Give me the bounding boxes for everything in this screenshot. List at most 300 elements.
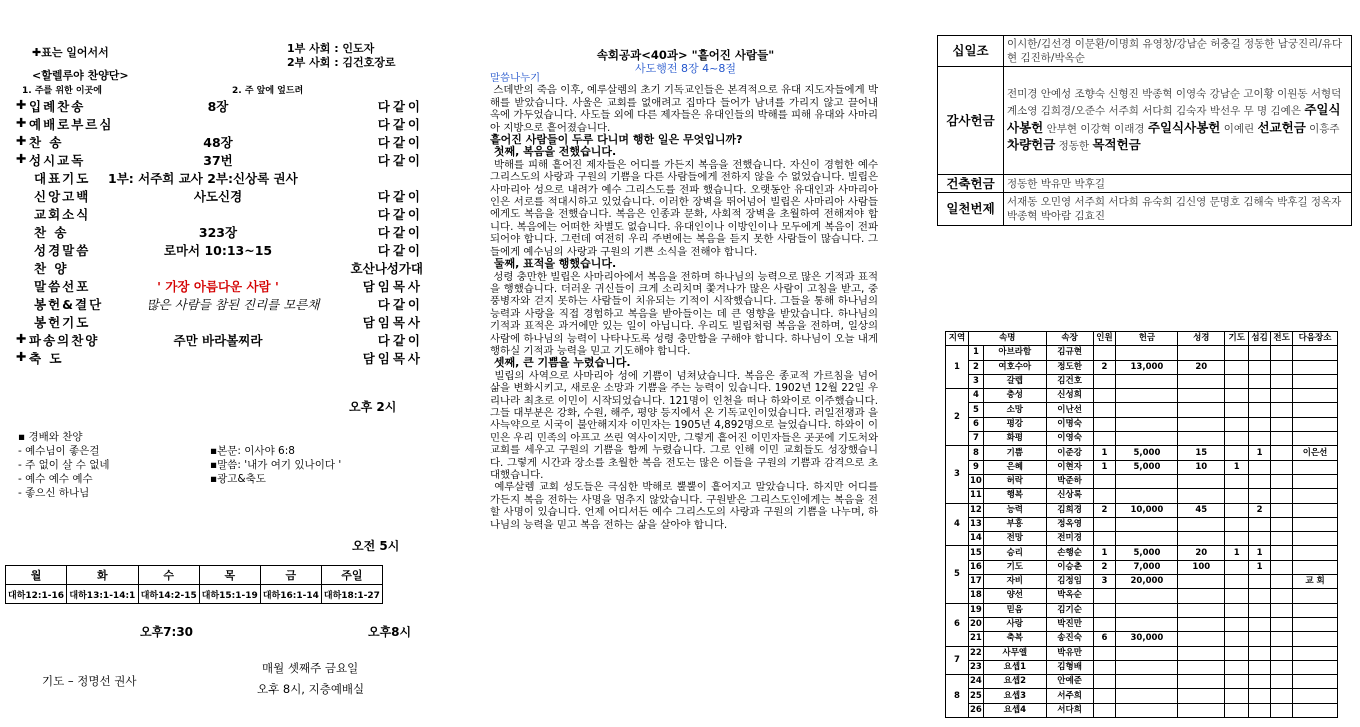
worship-item-content: 323장 — [198, 225, 238, 240]
cell-prayer — [1225, 632, 1249, 646]
cell-next: 교 회 — [1293, 575, 1338, 589]
worship-item-name: 찬 송 — [29, 135, 64, 150]
cell-money — [1116, 517, 1178, 531]
cell-next — [1293, 374, 1338, 388]
cell-next — [1293, 360, 1338, 374]
week-day-header: 화 — [67, 566, 139, 585]
list-item: - 예수님이 좋은걸 — [18, 445, 100, 457]
cell-count — [1093, 417, 1116, 431]
worship-item-name: 교회소식 — [34, 207, 91, 222]
column-header: 전도 — [1271, 332, 1293, 346]
offering-category: 건축헌금 — [938, 175, 1004, 193]
table-row — [946, 489, 1338, 503]
table-row — [946, 446, 1338, 460]
cell-leader: 이영숙 — [1046, 432, 1093, 446]
cell-bible: 20 — [1178, 546, 1225, 560]
worship-item-content: 로마서 10:13~15 — [163, 243, 273, 258]
cell-prayer — [1225, 703, 1249, 717]
cell-num: 17 — [968, 575, 983, 589]
cell-name: 요셉3 — [983, 689, 1046, 703]
cell-num: 3 — [968, 374, 983, 388]
column-header: 속명 — [968, 332, 1046, 346]
cell-name: 전망 — [983, 532, 1046, 546]
cell-money: 5,000 — [1116, 546, 1178, 560]
column-header: 헌금 — [1116, 332, 1178, 346]
point-3-heading: 셋째, 큰 기쁨을 누렸습니다. — [493, 356, 631, 370]
cell-prayer — [1225, 346, 1249, 360]
section-label: 말씀나누기 — [490, 72, 541, 84]
cell-money — [1116, 532, 1178, 546]
cell-evan — [1271, 646, 1293, 660]
worship-item-leader: 호산나성가대 — [350, 261, 423, 276]
cell-name: 여호수아 — [983, 360, 1046, 374]
region-cell: 4 — [946, 503, 969, 546]
cell-serve: 1 — [1249, 560, 1271, 574]
cell-name: 믿음 — [983, 603, 1046, 617]
cell-money — [1116, 403, 1178, 417]
cell-name: 화평 — [983, 432, 1046, 446]
cell-name: 승리 — [983, 546, 1046, 560]
cell-num: 15 — [968, 546, 983, 560]
table-row — [946, 589, 1338, 603]
cell-bible — [1178, 689, 1225, 703]
cell-evan — [1271, 460, 1293, 474]
cell-count: 6 — [1093, 632, 1116, 646]
worship-item — [18, 133, 423, 152]
cell-bible — [1178, 675, 1225, 689]
cell-num: 24 — [968, 675, 983, 689]
cell-prayer — [1225, 689, 1249, 703]
cell-evan — [1271, 560, 1293, 574]
cell-name: 부흥 — [983, 517, 1046, 531]
worship-item — [18, 97, 423, 116]
cell-serve — [1249, 360, 1271, 374]
point-1-heading: 첫째, 복음을 전했습니다. — [493, 145, 617, 159]
cell-leader: 박진만 — [1046, 617, 1093, 631]
cell-name: 소망 — [983, 403, 1046, 417]
list-item: - 좋으신 하나님 — [18, 487, 90, 499]
cell-num: 2 — [968, 360, 983, 374]
cell-evan — [1271, 417, 1293, 431]
cell-next — [1293, 603, 1338, 617]
cell-bible — [1178, 517, 1225, 531]
cell-bible — [1178, 417, 1225, 431]
cell-num: 7 — [968, 432, 983, 446]
cell-count: 1 — [1093, 546, 1116, 560]
table-row — [946, 532, 1338, 546]
column-header: 기도 — [1225, 332, 1249, 346]
cell-next — [1293, 660, 1338, 674]
cell-serve: 1 — [1249, 546, 1271, 560]
worship-item-content: 사도신경 — [193, 189, 243, 204]
week-day-header: 금 — [260, 566, 321, 585]
afternoon-service-time: 오후 2시 — [349, 400, 397, 414]
cell-bible — [1178, 389, 1225, 403]
column-header: 지역 — [946, 332, 969, 346]
cell-money: 10,000 — [1116, 503, 1178, 517]
worship-item-name: 봉헌&결단 — [34, 297, 104, 312]
region-cell: 6 — [946, 603, 969, 646]
cell-serve — [1249, 432, 1271, 446]
cell-name: 사랑 — [983, 617, 1046, 631]
cell-count: 3 — [1093, 575, 1116, 589]
worship-item-name: 입례찬송 — [29, 99, 86, 114]
cell-money: 7,000 — [1116, 560, 1178, 574]
worship-item-leader: 다같이 — [377, 99, 423, 114]
cell-serve — [1249, 703, 1271, 717]
table-row — [946, 374, 1338, 388]
cell-evan — [1271, 660, 1293, 674]
cell-money — [1116, 689, 1178, 703]
wednesday-evening-time: 오후7:30 — [140, 625, 194, 639]
cell-money — [1116, 489, 1178, 503]
table-row — [946, 689, 1338, 703]
cell-prayer — [1225, 603, 1249, 617]
worship-item-leader: 다같이 — [377, 297, 423, 312]
cell-prayer — [1225, 389, 1249, 403]
table-row — [938, 175, 1352, 193]
cell-serve — [1249, 532, 1271, 546]
worship-item-leader: 다같이 — [377, 189, 423, 204]
cell-count: 1 — [1093, 446, 1116, 460]
cell-num: 6 — [968, 417, 983, 431]
cell-num: 5 — [968, 403, 983, 417]
cell-evan — [1271, 703, 1293, 717]
cell-num: 14 — [968, 532, 983, 546]
cell-num: 22 — [968, 646, 983, 660]
worship-item-name: 성시교독 — [29, 153, 86, 168]
cell-num: 18 — [968, 589, 983, 603]
cell-serve — [1249, 575, 1271, 589]
cell-serve — [1249, 403, 1271, 417]
worship-item-name: 신앙고백 — [34, 189, 91, 204]
cell-bible — [1178, 432, 1225, 446]
table-row — [946, 546, 1338, 560]
cell-name: 양선 — [983, 589, 1046, 603]
cell-bible — [1178, 632, 1225, 646]
worship-item-leader: 다같이 — [377, 153, 423, 168]
cell-serve — [1249, 489, 1271, 503]
region-cell: 7 — [946, 646, 969, 675]
cell-leader: 김형배 — [1046, 660, 1093, 674]
table-row — [946, 503, 1338, 517]
cell-next — [1293, 517, 1338, 531]
cell-evan — [1271, 632, 1293, 646]
worship-item-leader: 다같이 — [377, 333, 423, 348]
cell-next — [1293, 617, 1338, 631]
column-header: 속장 — [1046, 332, 1093, 346]
cell-num: 20 — [968, 617, 983, 631]
afternoon-praise-list — [18, 430, 109, 500]
cell-bible — [1178, 374, 1225, 388]
cell-money: 5,000 — [1116, 460, 1178, 474]
worship-item-leader: 담임목사 — [362, 351, 423, 366]
cell-next — [1293, 532, 1338, 546]
standing-mark: ✚ — [16, 97, 27, 112]
column-header: 섬김 — [1249, 332, 1271, 346]
cell-num: 8 — [968, 446, 983, 460]
point-1-paragraph: 박해를 피해 흩어진 제자들은 어디를 가든지 복음을 전했습니다. 자신이 경험한 예수 그리스도의 사랑과 구원의 기쁨을 다른 사람들에게 전하지 않을 수 없었습니다. 빌립은 사마리아 성으로 내려가 예수 그리스도를 전파 했습니다. 오랫동안 유대인과 사마리아인은 서로를 적대시하고 있었습니다. 이러한 장벽을 뛰어넘어 빌립은 사마리아 사람들에게도 복음을 전했습니다. 복음은 인종과 문화, 사회적 장벽을 초월하여 전해져야 합니다. 복음에는 어떠한 차별도 없습니다. 유대인이나 이방인이나 모두에게 복음이 전파되어야 합니다. 그런데 여전히 우리 주변에는 복음을 듣지 못한 사람들이 많습니다. 그들에게 예수님의 사랑과 구원의 기쁜 소식을 전해야 합니다. — [490, 158, 878, 258]
cell-bible: 45 — [1178, 503, 1225, 517]
cell-prayer — [1225, 489, 1249, 503]
cell-name: 행복 — [983, 489, 1046, 503]
cell-next — [1293, 474, 1338, 488]
week-reading-cell: 대하18:1-27 — [321, 585, 382, 604]
cell-num: 13 — [968, 517, 983, 531]
cell-count — [1093, 617, 1116, 631]
cell-money: 20,000 — [1116, 575, 1178, 589]
cell-name: 사무엘 — [983, 646, 1046, 660]
cell-evan — [1271, 675, 1293, 689]
friday-schedule: 매월 셋째주 금요일 — [262, 661, 359, 675]
cell-prayer — [1225, 660, 1249, 674]
cell-evan — [1271, 346, 1293, 360]
cell-count — [1093, 589, 1116, 603]
cell-next — [1293, 646, 1338, 660]
list-item: ▪ 경배와 찬양 — [18, 431, 83, 443]
worship-item-name: 예배로부르심 — [29, 117, 114, 132]
cell-next — [1293, 703, 1338, 717]
column-header: 인원 — [1093, 332, 1116, 346]
cell-name: 갈렙 — [983, 374, 1046, 388]
cell-count — [1093, 603, 1116, 617]
cell-count: 2 — [1093, 560, 1116, 574]
cell-name: 요셉4 — [983, 703, 1046, 717]
table-row — [946, 603, 1338, 617]
cell-count — [1093, 346, 1116, 360]
cell-name: 요셉1 — [983, 660, 1046, 674]
worship-item-leader: 담임목사 — [362, 315, 423, 330]
cell-prayer — [1225, 617, 1249, 631]
table-row — [946, 517, 1338, 531]
worship-item — [18, 277, 423, 296]
list-item: ▪광고&축도 — [210, 473, 266, 485]
praise-team-title: <할렐루야 찬양단> — [32, 69, 129, 82]
cell-bible — [1178, 532, 1225, 546]
region-cell: 1 — [946, 346, 969, 389]
worship-item — [18, 241, 423, 260]
table-row — [946, 660, 1338, 674]
standing-mark: ✚ — [16, 331, 27, 346]
cell-leader: 정도한 — [1046, 360, 1093, 374]
worship-item — [18, 313, 423, 332]
worship-item — [18, 115, 423, 134]
table-row — [938, 193, 1352, 226]
cell-leader: 박준하 — [1046, 474, 1093, 488]
cell-name: 충성 — [983, 389, 1046, 403]
cell-money — [1116, 703, 1178, 717]
cell-leader: 신상록 — [1046, 489, 1093, 503]
cell-leader: 이현자 — [1046, 460, 1093, 474]
cell-prayer — [1225, 575, 1249, 589]
worship-item-content: 48장 — [203, 135, 233, 150]
cell-serve — [1249, 632, 1271, 646]
worship-item-name: 파송의찬양 — [29, 333, 100, 348]
cell-leader: 이준강 — [1046, 446, 1093, 460]
cell-serve: 2 — [1249, 503, 1271, 517]
cell-count — [1093, 403, 1116, 417]
table-row — [946, 417, 1338, 431]
cell-evan — [1271, 532, 1293, 546]
cell-money — [1116, 432, 1178, 446]
table-row — [938, 36, 1352, 67]
standing-mark: ✚ — [16, 133, 27, 148]
table-row — [946, 675, 1338, 689]
cell-bible — [1178, 575, 1225, 589]
cell-count — [1093, 389, 1116, 403]
list-item: - 주 없이 살 수 없네 — [18, 459, 110, 471]
cell-name: 능력 — [983, 503, 1046, 517]
worship-item — [18, 295, 423, 314]
cell-count — [1093, 689, 1116, 703]
list-item: ▪말씀: '내가 여기 있나이다 ' — [210, 459, 342, 471]
cell-leader: 손행순 — [1046, 546, 1093, 560]
offerings-table — [937, 35, 1352, 226]
cell-evan — [1271, 446, 1293, 460]
friday-evening-time: 오후8시 — [368, 625, 412, 639]
standing-mark: ✚ — [16, 349, 27, 364]
column-header: 성경 — [1178, 332, 1225, 346]
worship-item — [18, 151, 423, 170]
cell-bible — [1178, 646, 1225, 660]
cell-money: 5,000 — [1116, 446, 1178, 460]
worship-order-panel — [0, 0, 470, 727]
cell-name: 은혜 — [983, 460, 1046, 474]
cell-evan — [1271, 474, 1293, 488]
cell-bible — [1178, 589, 1225, 603]
table-row — [946, 617, 1338, 631]
cell-next — [1293, 632, 1338, 646]
cell-prayer — [1225, 532, 1249, 546]
table-row — [946, 474, 1338, 488]
cell-serve — [1249, 603, 1271, 617]
cell-num: 11 — [968, 489, 983, 503]
cell-evan — [1271, 546, 1293, 560]
standing-mark: ✚ — [16, 115, 27, 130]
cell-prayer — [1225, 675, 1249, 689]
cell-count — [1093, 432, 1116, 446]
table-row — [946, 703, 1338, 717]
cell-serve: 1 — [1249, 446, 1271, 460]
worship-item-content: 37번 — [203, 153, 233, 168]
point-2-heading: 둘째, 표적을 행했습니다. — [493, 257, 617, 271]
standing-mark: ✚ — [16, 151, 27, 166]
worship-item-content: 1부: 서주희 교사 2부:신상록 권사 — [108, 171, 298, 186]
cell-num: 21 — [968, 632, 983, 646]
cell-money — [1116, 389, 1178, 403]
point-2-paragraph: 성령 충만한 빌립은 사마리아에서 복음을 전하며 하나님의 능력으로 많은 기적과 표적을 행했습니다. 더러운 귀신들이 크게 소리치며 쫓겨나가 많은 사람이 고침을 받고, 중풍병자와 걷지 못하는 사람들이 치유되는 기적이 시작했습니다. 그들을 통해 하나님의 능력과 사랑을 직접 경험하고 복음을 받아들이는 데 큰 영향을 받았습니다. 하나님의 기적과 표적은 과거에만 있는 일이 아닙니다. 우리도 빌립처럼 복음을 전하며, 일상의 사람에 하나님의 능력이 나타나도록 성령 충만함을 구해야 합니다. 하나님이 오늘 내게 행하실 기적과 능력을 믿고 기도해야 합니다. — [490, 270, 878, 357]
cell-leader: 신성희 — [1046, 389, 1093, 403]
worship-item-name: 봉헌기도 — [34, 315, 91, 330]
cell-next — [1293, 489, 1338, 503]
cell-leader: 김규현 — [1046, 346, 1093, 360]
cell-bible: 15 — [1178, 446, 1225, 460]
week-reading-cell: 대하13:1-14:1 — [67, 585, 139, 604]
study-body — [490, 72, 878, 531]
cell-count: 2 — [1093, 360, 1116, 374]
region-cell: 3 — [946, 446, 969, 503]
table-row — [946, 360, 1338, 374]
cell-leader: 전미경 — [1046, 532, 1093, 546]
cell-serve — [1249, 374, 1271, 388]
dawn-service-time: 오전 5시 — [352, 539, 400, 553]
worship-item-leader: 다같이 — [377, 135, 423, 150]
cell-money: 13,000 — [1116, 360, 1178, 374]
cell-group-report-table — [945, 331, 1338, 718]
table-row — [946, 346, 1338, 360]
cell-leader: 안예준 — [1046, 675, 1093, 689]
cell-leader: 이승춘 — [1046, 560, 1093, 574]
weekly-reading-table — [5, 565, 383, 604]
cell-money — [1116, 589, 1178, 603]
week-day-header: 목 — [199, 566, 260, 585]
cell-evan — [1271, 689, 1293, 703]
cell-study-panel — [488, 0, 883, 727]
cell-evan — [1271, 575, 1293, 589]
cell-prayer — [1225, 417, 1249, 431]
cell-name: 허락 — [983, 474, 1046, 488]
cell-evan — [1271, 617, 1293, 631]
cell-next: 이은선 — [1293, 446, 1338, 460]
worship-item-leader: 다같이 — [377, 117, 423, 132]
cell-count — [1093, 703, 1116, 717]
cell-next — [1293, 417, 1338, 431]
study-scripture: 사도행전 8장 4~8절 — [635, 62, 736, 75]
worship-item-leader: 다같이 — [377, 207, 423, 222]
worship-item — [18, 349, 423, 368]
cell-leader: 서주희 — [1046, 689, 1093, 703]
cell-money — [1116, 660, 1178, 674]
cell-serve — [1249, 675, 1271, 689]
cell-num: 25 — [968, 689, 983, 703]
praise-song-2: 2. 주 앞에 엎드려 — [232, 86, 304, 96]
week-reading-cell: 대하14:2-15 — [138, 585, 199, 604]
cell-count — [1093, 474, 1116, 488]
worship-item-name: 성경말씀 — [34, 243, 91, 258]
cell-bible — [1178, 660, 1225, 674]
cell-count — [1093, 646, 1116, 660]
cell-prayer — [1225, 432, 1249, 446]
cell-leader: 김정임 — [1046, 575, 1093, 589]
cell-num: 19 — [968, 603, 983, 617]
cell-num: 16 — [968, 560, 983, 574]
cell-next — [1293, 403, 1338, 417]
cell-name: 평강 — [983, 417, 1046, 431]
cell-bible: 20 — [1178, 360, 1225, 374]
cell-bible — [1178, 474, 1225, 488]
cell-money: 30,000 — [1116, 632, 1178, 646]
cell-prayer: 1 — [1225, 460, 1249, 474]
cell-evan — [1271, 432, 1293, 446]
cell-count: 2 — [1093, 503, 1116, 517]
cell-next — [1293, 589, 1338, 603]
cell-bible: 10 — [1178, 460, 1225, 474]
cell-next — [1293, 460, 1338, 474]
cell-num: 4 — [968, 389, 983, 403]
cell-name: 축복 — [983, 632, 1046, 646]
cell-evan — [1271, 360, 1293, 374]
cell-serve — [1249, 646, 1271, 660]
cell-money — [1116, 417, 1178, 431]
worship-item-name: 찬 양 — [34, 261, 69, 276]
worship-item-content: 많은 사람들 참된 진리를 모른채 — [146, 297, 320, 312]
cell-leader: 박유만 — [1046, 646, 1093, 660]
week-day-header: 수 — [138, 566, 199, 585]
cell-count: 1 — [1093, 460, 1116, 474]
cell-evan — [1271, 603, 1293, 617]
study-title: 속회공과<40과> "흩어진 사람들" — [596, 48, 775, 62]
worship-item — [18, 187, 423, 206]
